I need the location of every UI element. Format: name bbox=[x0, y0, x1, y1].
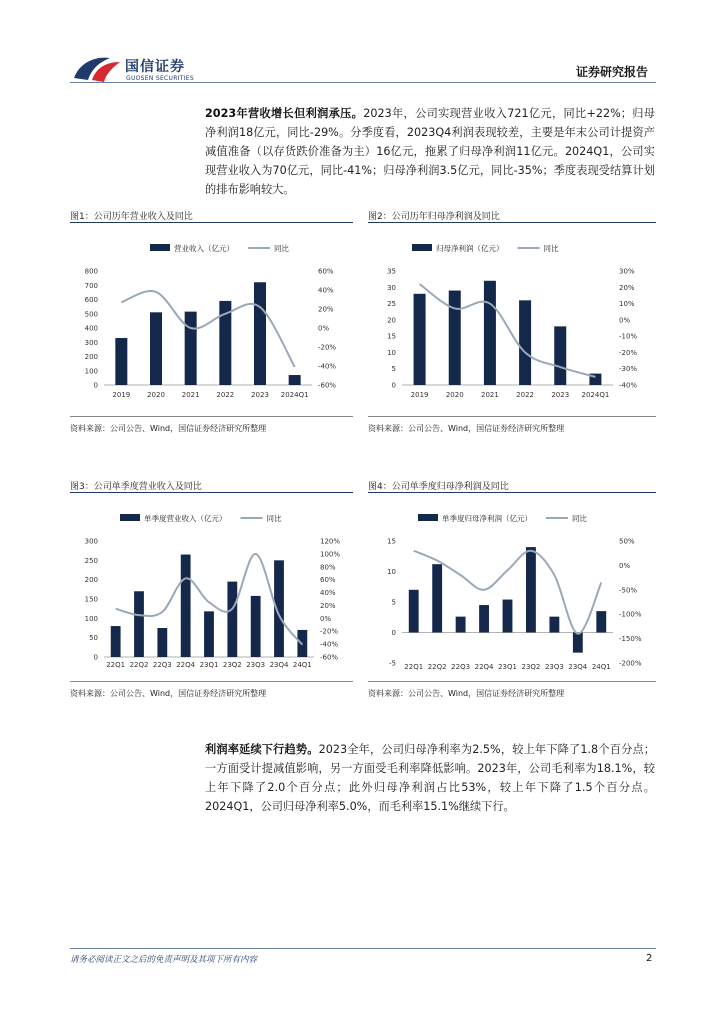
fig3-right-tick-label: 60% bbox=[320, 576, 336, 585]
fig4-title: 图4：公司单季度归母净利润及同比 bbox=[368, 482, 509, 492]
brand-name-cn: 国信证券 bbox=[125, 59, 185, 75]
fig1-left-tick-label: 500 bbox=[84, 310, 98, 319]
fig1-legend-bar-label: 营业收入（亿元） bbox=[174, 244, 234, 253]
fig1-right-tick-label: 60% bbox=[318, 267, 334, 276]
fig4-right-tick-label: -100% bbox=[619, 610, 642, 619]
fig2-chart bbox=[368, 235, 656, 410]
fig3-bar bbox=[134, 591, 144, 657]
fig3-left-tick-label: 250 bbox=[84, 556, 98, 565]
fig2-category-label: 2022 bbox=[516, 391, 534, 399]
fig4-category-label: 23Q4 bbox=[568, 663, 588, 671]
fig1-category-label: 2021 bbox=[181, 391, 200, 399]
fig1-chart bbox=[70, 235, 353, 410]
fig2-left-tick-label: 35 bbox=[387, 267, 396, 276]
fig4-title-rule bbox=[368, 492, 656, 493]
fig3-left-tick-label: 300 bbox=[84, 537, 98, 546]
fig2-right-tick-label: 20% bbox=[619, 283, 635, 292]
fig2-left-tick-label: 0 bbox=[391, 381, 396, 390]
fig4-category-label: 23Q3 bbox=[544, 663, 564, 671]
fig2-title-rule bbox=[368, 222, 656, 223]
fig3-bar bbox=[181, 555, 191, 657]
fig1-right-tick-label: -60% bbox=[318, 381, 337, 390]
fig2-right-tick-label: -40% bbox=[619, 381, 638, 390]
fig4-bar bbox=[573, 633, 583, 653]
fig1-category-label: 2019 bbox=[112, 391, 131, 399]
fig2-category-label: 2019 bbox=[410, 391, 429, 399]
fig2-bar bbox=[484, 281, 496, 385]
fig3-bar bbox=[111, 626, 121, 657]
fig4-category-label: 22Q4 bbox=[474, 663, 494, 671]
fig2-right-tick-label: -10% bbox=[619, 332, 638, 341]
fig2-category-label: 2024Q1 bbox=[581, 391, 610, 399]
fig1-left-tick-label: 800 bbox=[84, 267, 98, 276]
fig3-source-rule bbox=[70, 681, 353, 682]
fig2-left-tick-label: 20 bbox=[387, 316, 396, 325]
fig1-category-label: 2023 bbox=[251, 391, 269, 399]
fig4-bar bbox=[409, 590, 419, 633]
fig3-right-tick-label: 120% bbox=[320, 537, 341, 546]
paragraph-margin-body: 2023全年，公司归母净利率为2.5%，较上年下降了1.8个百分点；一方面受计提减值影响，另一方面受毛利率降低影响。2023年，公司毛利率为18.1%，较上年下降了2.0个百分点；此外归母净利润占比53%，较上年下降了1.5个百分点。2024Q1，公司归母净利率5.0%，而毛利率15.1%继续下行。 bbox=[205, 743, 655, 813]
fig2-yoy-line bbox=[420, 284, 596, 377]
fig2-bar bbox=[414, 294, 426, 385]
fig2-right-tick-label: -20% bbox=[619, 348, 638, 357]
fig2-left-tick-label: 10 bbox=[387, 348, 396, 357]
fig3-right-tick-label: 40% bbox=[320, 589, 336, 598]
fig4-legend-line-label: 同比 bbox=[572, 514, 587, 523]
fig2-bar bbox=[449, 291, 461, 385]
fig2-source-rule bbox=[368, 416, 656, 417]
fig3-title: 图3：公司单季度营业收入及同比 bbox=[70, 482, 202, 492]
fig1-left-tick-label: 200 bbox=[84, 353, 98, 361]
fig3-category-label: 23Q2 bbox=[222, 661, 242, 669]
fig3-bar bbox=[204, 611, 214, 657]
fig4-bar bbox=[432, 564, 442, 632]
fig4-left-tick-label: 0 bbox=[391, 629, 396, 637]
fig3-category-label: 23Q3 bbox=[246, 661, 266, 669]
fig3-bar bbox=[251, 596, 261, 657]
fig4-source: 资料来源：公司公告、Wind，国信证券经济研究所整理 bbox=[368, 689, 565, 698]
fig1-bar bbox=[254, 282, 266, 385]
fig4-left-tick-label: 10 bbox=[387, 568, 396, 576]
fig4-source-rule bbox=[368, 681, 656, 682]
fig3-chart bbox=[70, 505, 353, 675]
fig3-source: 资料来源：公司公告、Wind，国信证券经济研究所整理 bbox=[70, 689, 267, 698]
fig1-right-tick-label: -20% bbox=[318, 343, 337, 352]
fig2-legend-line-label: 同比 bbox=[543, 244, 559, 253]
fig4-right-tick-label: 50% bbox=[619, 537, 635, 546]
fig1-left-tick-label: 600 bbox=[84, 296, 98, 304]
fig4-left-tick-label: 5 bbox=[391, 598, 396, 607]
fig2-right-tick-label: -30% bbox=[619, 365, 638, 374]
fig3-left-tick-label: 150 bbox=[84, 595, 98, 604]
brand-logo-icon bbox=[70, 52, 122, 84]
fig3-category-label: 24Q1 bbox=[292, 661, 312, 669]
fig3-title-rule bbox=[70, 492, 353, 493]
fig4-bar bbox=[503, 600, 513, 633]
fig4-bar bbox=[479, 605, 489, 632]
fig1-legend-bar-swatch bbox=[150, 244, 170, 251]
footer-rule bbox=[70, 948, 656, 949]
fig2-right-tick-label: 30% bbox=[619, 267, 635, 276]
fig3-legend-line-label: 同比 bbox=[266, 514, 282, 523]
fig1-yoy-line bbox=[121, 291, 294, 367]
fig2-left-tick-label: 30 bbox=[387, 283, 396, 292]
fig4-category-label: 23Q1 bbox=[498, 663, 517, 671]
fig3-category-label: 22Q1 bbox=[106, 661, 126, 669]
fig1-source: 资料来源：公司公告、Wind，国信证券经济研究所整理 bbox=[70, 424, 267, 433]
fig3-left-tick-label: 100 bbox=[84, 614, 98, 623]
fig4-left-tick-label: -5 bbox=[389, 659, 396, 668]
fig2-bar bbox=[519, 300, 531, 385]
fig4-right-tick-label: 0% bbox=[619, 561, 631, 570]
report-type: 证券研究报告 bbox=[576, 65, 649, 79]
footer-disclaimer: 请务必阅读正文之后的免责声明及其项下所有内容 bbox=[70, 955, 258, 965]
fig3-left-tick-label: 50 bbox=[89, 634, 98, 643]
fig4-category-label: 22Q1 bbox=[404, 663, 424, 671]
fig1-source-rule bbox=[70, 416, 353, 417]
fig4-bar bbox=[596, 611, 606, 632]
fig2-source: 资料来源：公司公告、Wind，国信证券经济研究所整理 bbox=[368, 424, 565, 433]
fig3-left-tick-label: 200 bbox=[84, 576, 98, 585]
fig3-right-tick-label: -60% bbox=[320, 653, 339, 662]
fig1-left-tick-label: 400 bbox=[84, 324, 98, 333]
fig1-title-rule bbox=[70, 222, 353, 223]
fig1-left-tick-label: 100 bbox=[84, 367, 98, 376]
fig4-category-label: 23Q2 bbox=[521, 663, 541, 671]
fig3-legend-bar-swatch bbox=[120, 514, 140, 521]
fig3-right-tick-label: 0% bbox=[320, 614, 332, 623]
page-number: 2 bbox=[646, 953, 653, 964]
fig3-category-label: 22Q4 bbox=[176, 661, 196, 669]
fig1-bar bbox=[115, 338, 127, 385]
fig1-category-label: 2024Q1 bbox=[280, 391, 309, 399]
fig3-category-label: 23Q4 bbox=[269, 661, 289, 669]
fig2-title: 图2：公司历年归母净利润及同比 bbox=[368, 212, 500, 222]
paragraph-margin bbox=[205, 740, 655, 816]
fig2-left-tick-label: 15 bbox=[387, 332, 396, 341]
fig4-category-label: 24Q1 bbox=[591, 663, 611, 671]
paragraph-revenue-heading: 2023年营收增长但利润承压。 bbox=[205, 107, 364, 120]
fig1-legend-line-label: 同比 bbox=[274, 244, 289, 253]
fig1-right-tick-label: 20% bbox=[318, 305, 334, 314]
fig3-bar bbox=[227, 582, 237, 657]
fig4-category-label: 22Q3 bbox=[451, 663, 471, 671]
fig3-category-label: 22Q2 bbox=[129, 661, 149, 669]
fig2-category-label: 2023 bbox=[551, 391, 570, 399]
fig1-bar bbox=[150, 312, 162, 385]
fig1-right-tick-label: 0% bbox=[318, 324, 330, 333]
fig4-category-label: 22Q2 bbox=[427, 663, 447, 671]
fig1-title: 图1：公司历年营业收入及同比 bbox=[70, 212, 193, 222]
fig1-left-tick-label: 300 bbox=[84, 338, 98, 347]
fig3-legend-bar-label: 单季度营业收入（亿元） bbox=[144, 514, 227, 523]
fig4-left-tick-label: 15 bbox=[387, 537, 396, 546]
paragraph-margin-heading: 利润率延续下行趋势。 bbox=[205, 743, 319, 756]
fig4-bar bbox=[456, 617, 466, 633]
fig1-right-tick-label: -40% bbox=[318, 362, 337, 371]
fig3-left-tick-label: 0 bbox=[93, 653, 98, 662]
paragraph-revenue-body: 2023年，公司实现营业收入721亿元，同比+22%；归母净利润18亿元，同比-29%。分季度看，2023Q4利润表现较差，主要是年末公司计提资产减值准备（以存货跌价准备为主）16亿元，拖累了归母净利润11亿元。2024Q1，公司实现营业收入为70亿元，同比-41%；归母净利润3.5亿元，同比-35%；季度表现受结算计划的排布影响较大。 bbox=[205, 107, 655, 196]
fig3-right-tick-label: -20% bbox=[320, 627, 339, 636]
fig1-category-label: 2020 bbox=[147, 391, 165, 399]
fig4-chart bbox=[368, 505, 656, 675]
fig2-right-tick-label: 0% bbox=[619, 316, 631, 325]
fig2-category-label: 2020 bbox=[445, 391, 464, 399]
brand-name-en: GUOSEN SECURITIES bbox=[126, 75, 195, 82]
fig3-right-tick-label: -40% bbox=[320, 640, 339, 649]
fig2-legend-bar-swatch bbox=[412, 244, 432, 251]
fig3-category-label: 23Q1 bbox=[199, 661, 219, 669]
fig1-category-label: 2022 bbox=[216, 391, 235, 399]
fig2-left-tick-label: 5 bbox=[391, 365, 396, 374]
fig3-right-tick-label: 80% bbox=[320, 563, 336, 572]
fig4-legend-bar-swatch bbox=[418, 514, 438, 521]
header-rule bbox=[70, 82, 656, 83]
fig1-bar bbox=[185, 312, 197, 385]
fig2-legend-bar-label: 归母净利润（亿元） bbox=[436, 244, 504, 253]
fig4-right-tick-label: -50% bbox=[619, 586, 638, 595]
paragraph-revenue bbox=[205, 104, 655, 199]
fig2-category-label: 2021 bbox=[481, 391, 499, 399]
fig2-right-tick-label: 10% bbox=[619, 300, 635, 309]
fig3-bar bbox=[157, 628, 167, 657]
fig4-bar bbox=[526, 547, 536, 632]
fig3-right-tick-label: 100% bbox=[320, 550, 341, 559]
fig4-right-tick-label: -200% bbox=[619, 659, 642, 668]
fig1-left-tick-label: 700 bbox=[84, 281, 98, 290]
fig2-bar bbox=[554, 326, 566, 385]
fig1-bar bbox=[289, 375, 301, 385]
fig4-legend-bar-label: 单季度归母净利润（亿元） bbox=[442, 514, 532, 523]
fig4-right-tick-label: -150% bbox=[619, 635, 642, 644]
fig1-left-tick-label: 0 bbox=[93, 381, 98, 390]
fig3-category-label: 22Q3 bbox=[152, 661, 172, 669]
fig2-left-tick-label: 25 bbox=[387, 300, 396, 309]
fig4-bar bbox=[549, 617, 559, 633]
fig1-right-tick-label: 40% bbox=[318, 286, 334, 295]
fig3-right-tick-label: 20% bbox=[320, 601, 336, 610]
